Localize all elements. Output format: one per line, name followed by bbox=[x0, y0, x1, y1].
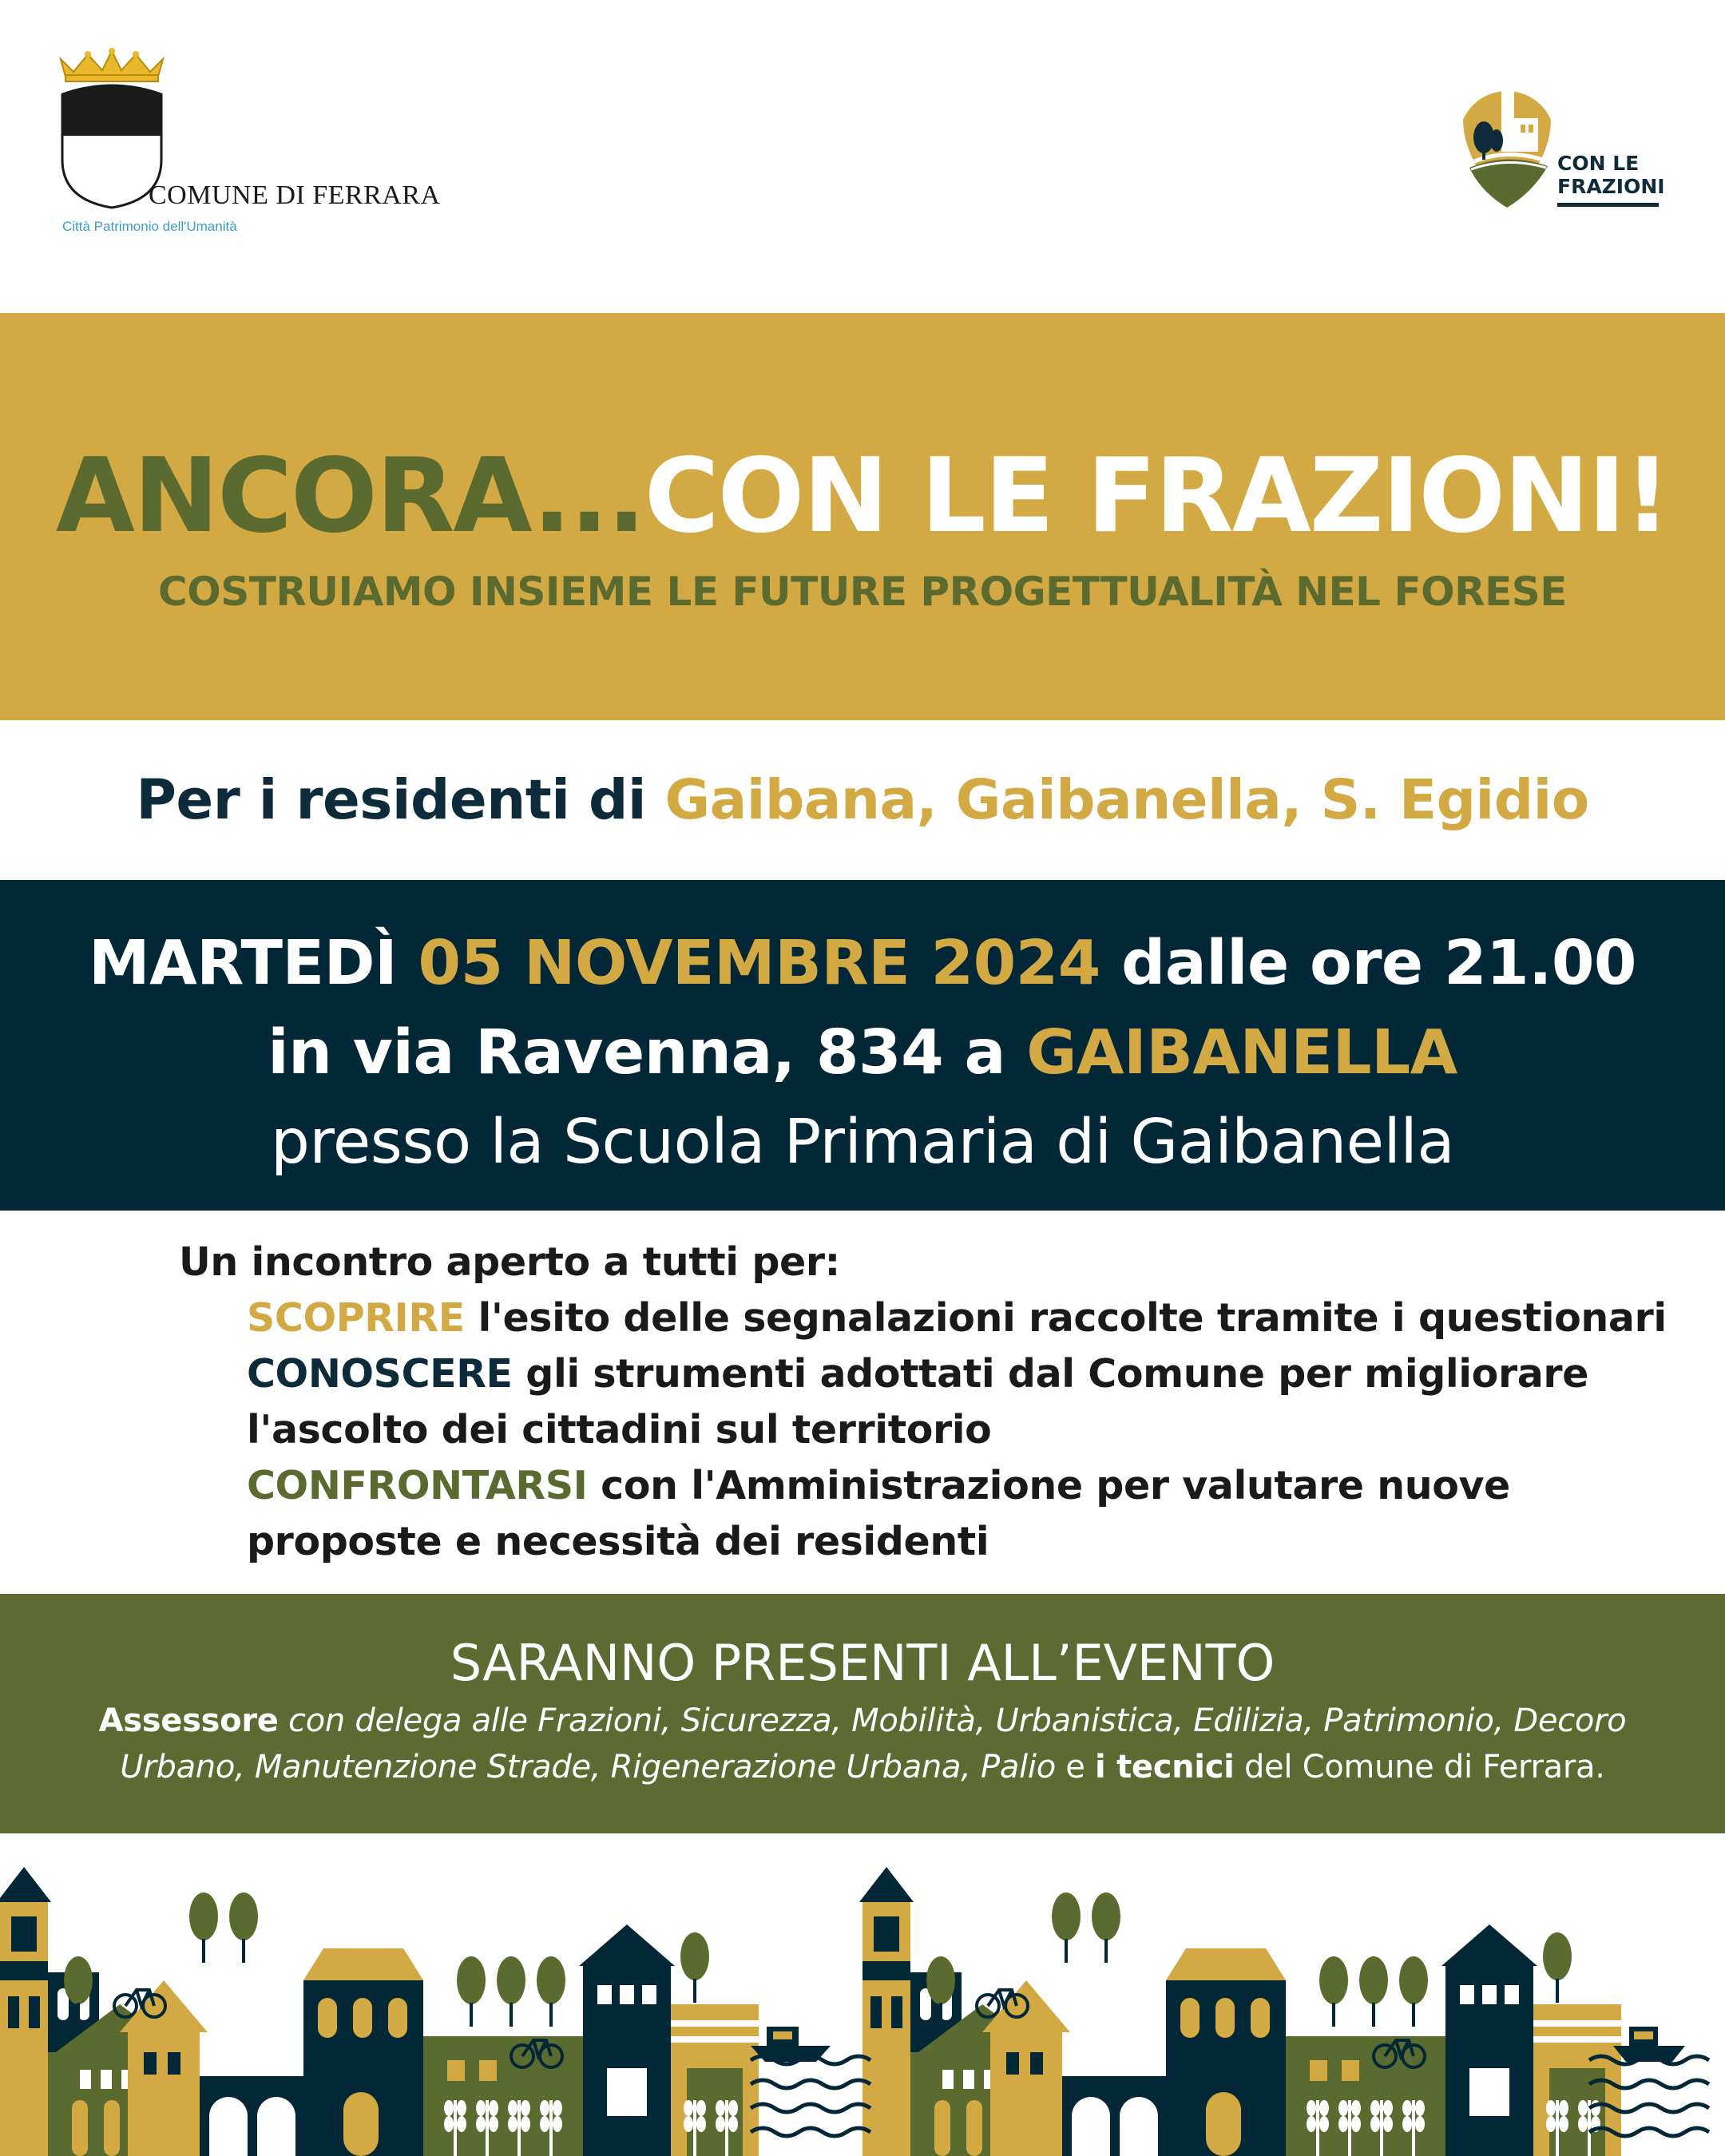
presenti-tecnici: i tecnici bbox=[1095, 1749, 1235, 1785]
agenda-text-confrontarsi-2: proposte e necessità dei residenti bbox=[247, 1519, 989, 1564]
agenda-text-confrontarsi: con l'Amministrazione per valutare nuove bbox=[601, 1463, 1510, 1508]
frazioni-village-icon bbox=[1453, 72, 1557, 216]
agenda-keyword-conoscere: CONOSCERE bbox=[247, 1351, 513, 1397]
residents-places: Gaibana, Gaibanella, S. Egidio bbox=[664, 768, 1589, 832]
frazioni-logo-line1: CON LE bbox=[1557, 152, 1640, 175]
event-date: 05 NOVEMBRE 2024 bbox=[418, 928, 1100, 999]
frazioni-logo-text bbox=[1557, 152, 1665, 198]
title-part-frazioni: CON LE FRAZIONI! bbox=[644, 437, 1670, 556]
presenti-title: SARANNO PRESENTI ALL’EVENTO bbox=[450, 1634, 1275, 1692]
event-town: GAIBANELLA bbox=[1026, 1017, 1457, 1088]
frazioni-logo-underline bbox=[1557, 203, 1659, 207]
event-day: MARTEDÌ bbox=[88, 928, 398, 999]
presenti-line1-rest: con delega alle Frazioni, Sicurezza, Mobilità, Urbanistica, Edilizia, Patrimonio, Decoro bbox=[288, 1702, 1627, 1739]
presenti-line-1 bbox=[0, 1702, 1725, 1739]
presenti-assessore: Assessore bbox=[98, 1702, 279, 1739]
agenda-item-scoprire bbox=[247, 1295, 1667, 1341]
comune-ferrara-logo bbox=[56, 48, 471, 240]
title-band bbox=[0, 313, 1725, 720]
agenda-keyword-scoprire: SCOPRIRE bbox=[247, 1295, 465, 1341]
agenda-intro: Un incontro aperto a tutti per: bbox=[179, 1239, 840, 1285]
frazioni-logo-line2: FRAZIONI bbox=[1557, 175, 1665, 198]
event-date-line bbox=[0, 928, 1725, 999]
main-title bbox=[0, 437, 1725, 556]
residents-line bbox=[0, 768, 1725, 832]
ferrara-name: COMUNE DI FERRARA bbox=[149, 180, 441, 210]
presenti-band bbox=[0, 1594, 1725, 1833]
agenda-text-conoscere: gli strumenti adottati dal Comune per migliorare bbox=[525, 1351, 1588, 1397]
presenti-line2-rest: Urbano, Manutenzione Strade, Rigenerazione Urbana, Palio bbox=[120, 1749, 1056, 1785]
presenti-e: e bbox=[1065, 1749, 1085, 1785]
agenda-section bbox=[0, 1230, 1725, 1581]
ferrara-tagline: Città Patrimonio dell'Umanità bbox=[62, 219, 237, 234]
event-details-band bbox=[0, 880, 1725, 1211]
presenti-end: del Comune di Ferrara. bbox=[1243, 1749, 1605, 1785]
event-address-line bbox=[0, 1017, 1725, 1088]
event-time: dalle ore 21.00 bbox=[1121, 928, 1637, 999]
event-address: in via Ravenna, 834 a bbox=[268, 1017, 1005, 1088]
con-le-frazioni-logo bbox=[1453, 72, 1669, 216]
residents-prefix: Per i residenti di bbox=[136, 768, 647, 832]
village-skyline-illustration bbox=[0, 1861, 1725, 2156]
event-venue: presso la Scuola Primaria di Gaibanella bbox=[271, 1107, 1454, 1178]
agenda-text-scoprire: l'esito delle segnalazioni raccolte tramite i questionari bbox=[478, 1295, 1667, 1341]
presenti-line-2 bbox=[0, 1749, 1725, 1785]
agenda-text-conoscere-2: l'ascolto dei cittadini sul territorio bbox=[247, 1407, 992, 1453]
subtitle: COSTRUIAMO INSIEME LE FUTURE PROGETTUALITÀ NEL FORESE bbox=[158, 569, 1567, 615]
agenda-keyword-confrontarsi: CONFRONTARSI bbox=[247, 1463, 588, 1508]
agenda-item-conoscere bbox=[247, 1351, 1588, 1397]
title-part-ancora: ANCORA... bbox=[55, 437, 644, 556]
agenda-item-confrontarsi bbox=[247, 1463, 1510, 1508]
